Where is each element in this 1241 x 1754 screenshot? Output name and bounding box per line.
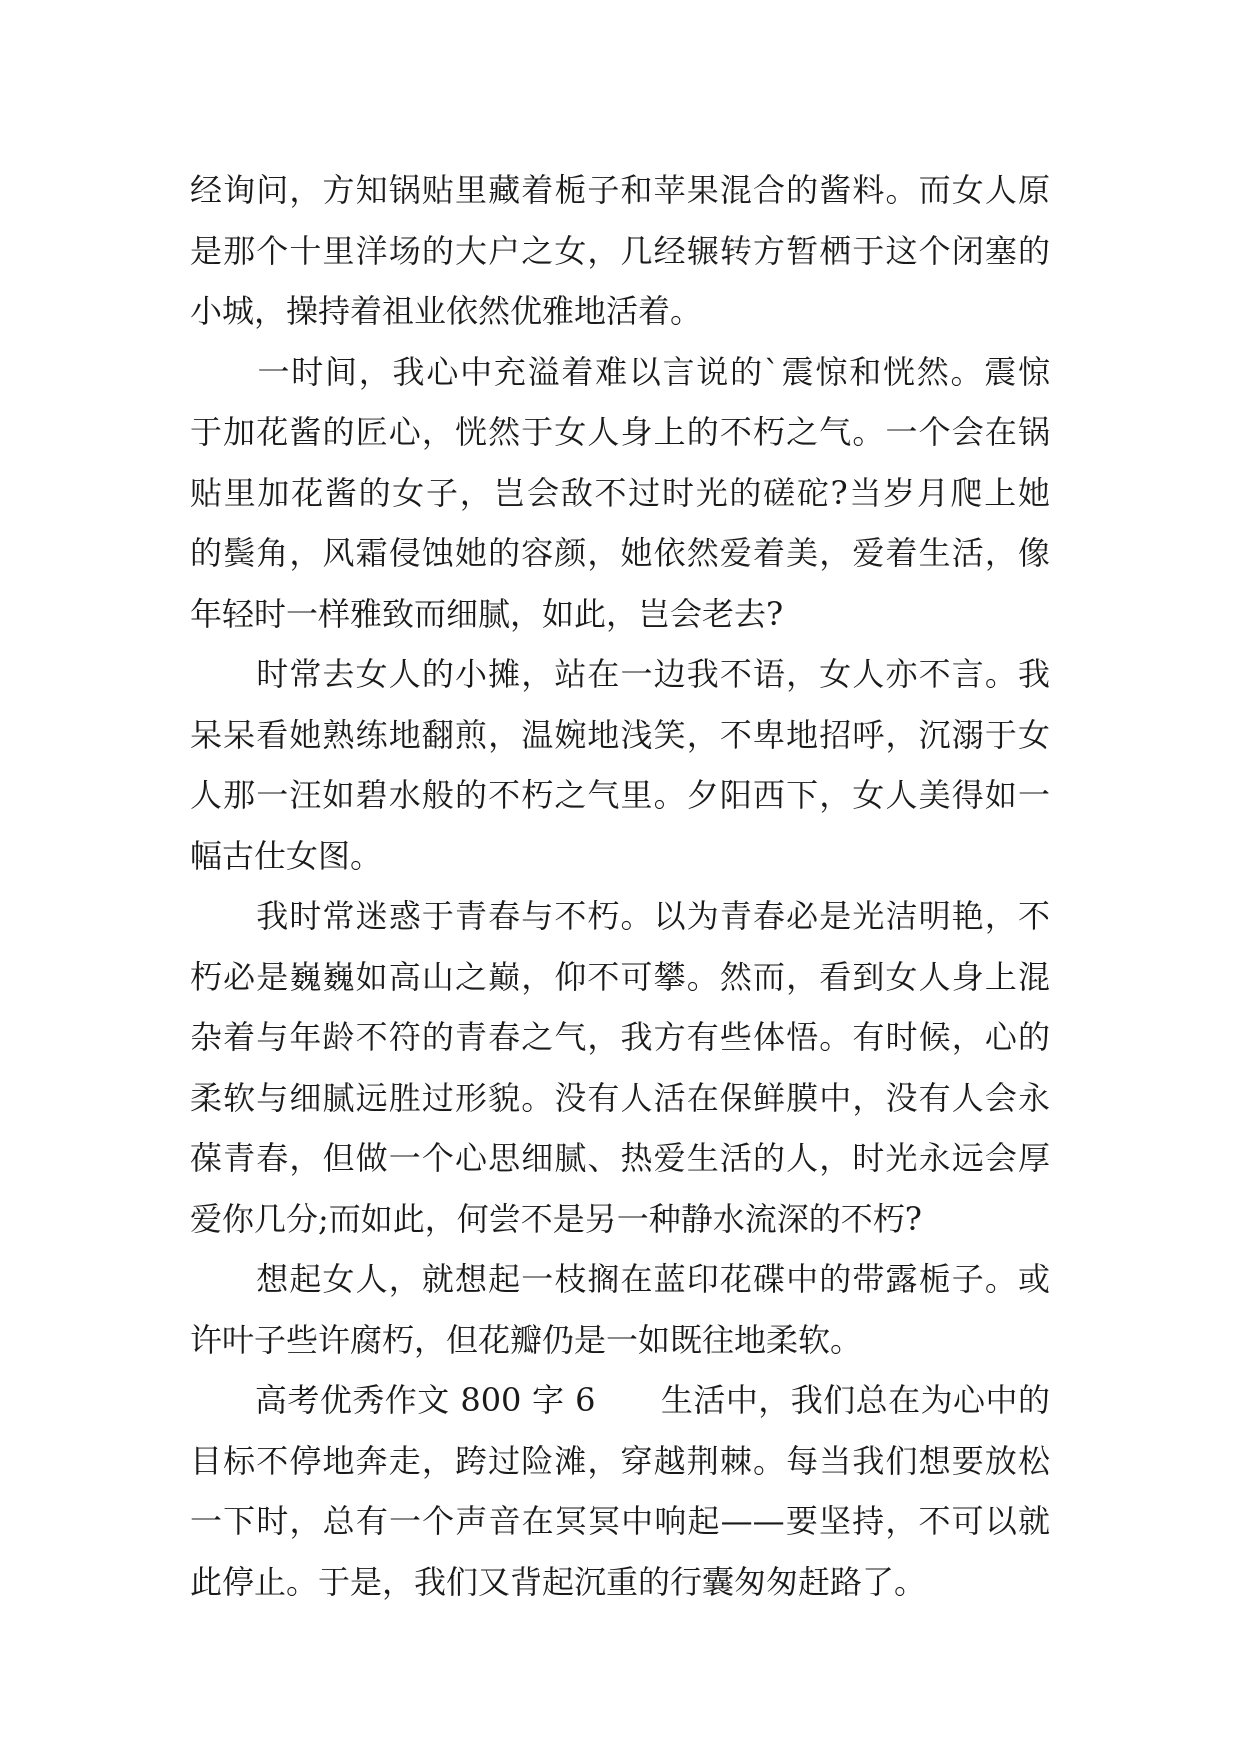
text-line: 一下时，总有一个声音在冥冥中响起——要坚持，不可以就 (190, 1502, 1050, 1540)
text-line: 高考优秀作文 800 字 6 生活中，我们总在为心中的 (190, 1381, 1050, 1419)
text-line: 许叶子些许腐朽，但花瓣仍是一如既往地柔软。 (190, 1320, 863, 1359)
text-line: 于加花酱的匠心，恍然于女人身上的不朽之气。一个会在锅 (190, 413, 1050, 451)
text-line: 年轻时一样雅致而细腻，如此，岂会老去? (190, 594, 784, 633)
text-line: 我时常迷惑于青春与不朽。以为青春必是光洁明艳，不 (190, 897, 1050, 935)
text-line: 朽必是巍巍如高山之巅，仰不可攀。然而，看到女人身上混 (190, 957, 1050, 996)
text-line: 时常去女人的小摊，站在一边我不语，女人亦不言。我 (190, 655, 1050, 693)
text-line: 是那个十里洋场的大户之女，几经辗转方暂栖于这个闭塞的 (190, 231, 1050, 270)
text-line: 此停止。于是，我们又背起沉重的行囊匆匆赶路了。 (190, 1562, 927, 1601)
text-line: 幅古仕女图。 (190, 836, 383, 875)
text-line: 目标不停地奔走，跨过险滩，穿越荆棘。每当我们想要放松 (190, 1441, 1050, 1480)
text-line: 呆呆看她熟练地翻煎，温婉地浅笑，不卑地招呼，沉溺于女 (190, 715, 1050, 754)
text-line: 想起女人，就想起一枝搁在蓝印花碟中的带露栀子。或 (190, 1260, 1050, 1298)
text-line: 的鬓角，风霜侵蚀她的容颜，她依然爱着美，爱着生活，像 (190, 534, 1050, 572)
text-line: 贴里加花酱的女子，岂会敌不过时光的磋砣?当岁月爬上她 (190, 473, 1050, 512)
essay-body (190, 160, 1050, 1612)
text-line: 柔软与细腻远胜过形貌。没有人活在保鲜膜中，没有人会永 (190, 1078, 1050, 1117)
text-line: 小城，操持着祖业依然优雅地活着。 (190, 292, 703, 330)
text-line: 一时间，我心中充溢着难以言说的`震惊和恍然。震惊 (190, 352, 1050, 391)
text-line: 杂着与年龄不符的青春之气，我方有些体悟。有时候，心的 (190, 1018, 1050, 1056)
text-line: 人那一汪如碧水般的不朽之气里。夕阳西下，女人美得如一 (190, 776, 1050, 814)
text-line: 爱你几分;而如此，何尝不是另一种静水流深的不朽? (190, 1199, 922, 1238)
text-line: 经询问，方知锅贴里藏着栀子和苹果混合的酱料。而女人原 (190, 171, 1050, 209)
text-line: 葆青春，但做一个心思细腻、热爱生活的人，时光永远会厚 (190, 1139, 1050, 1177)
